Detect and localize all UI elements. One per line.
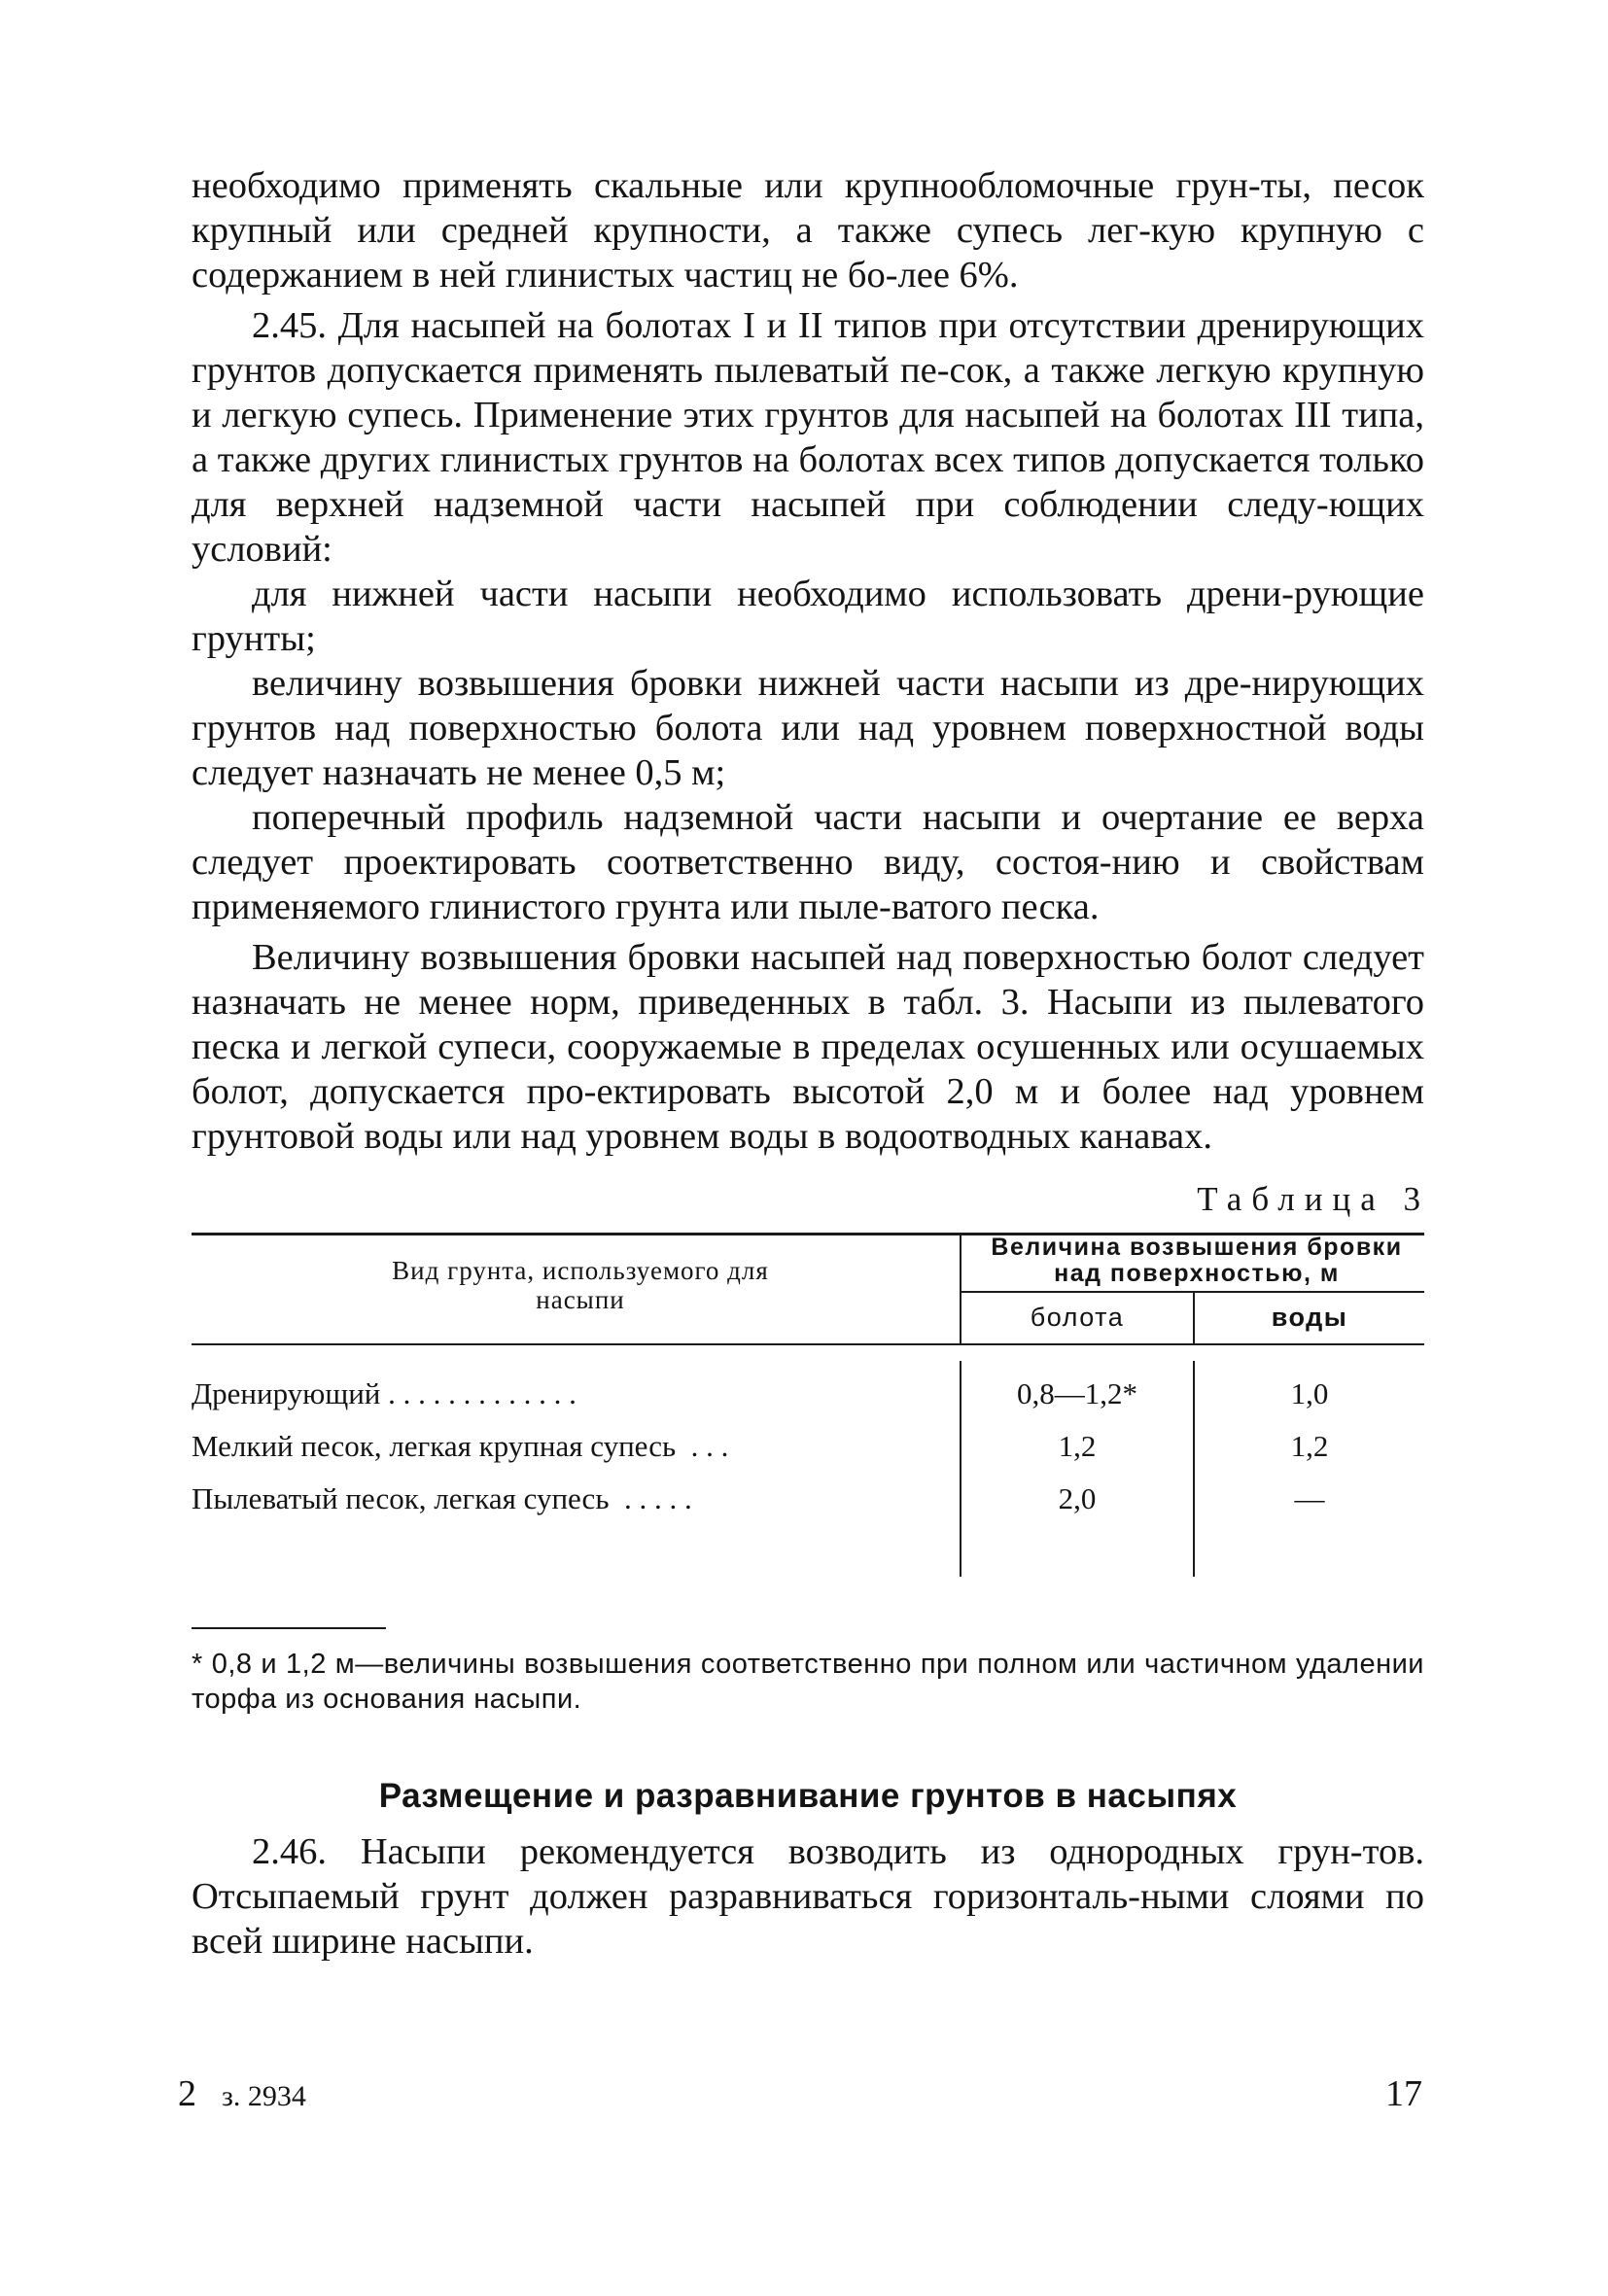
header-water: воды [1271,1303,1348,1332]
row-1-bog: 0,8—1,2* [1017,1376,1137,1410]
row-3-water: — [1294,1481,1325,1515]
condition-1: для нижней части насыпи необходимо использовать дрени-рующие грунты; [192,574,1424,659]
header-group-rule [960,1291,1424,1293]
header-soil-type: Вид грунта, используемого для насыпи [392,1256,769,1314]
row-1-soil: Дренирующий . . . . . . . . . . . . . [192,1376,577,1410]
footnote-separator [192,1627,386,1629]
row-2-soil: Мелкий песок, легкая крупная супесь . . . [192,1429,729,1463]
table-caption: Таблица 3 [1197,1180,1430,1218]
condition-3: поперечный профиль надземной части насыпи и очертание ее верха следует проектировать соответственно виду, состоя-нию и свойствам применяемого глинистого грунта или пыле-ватого песка. [192,797,1424,927]
header-bog: болота [1030,1303,1125,1332]
row-3-bog: 2,0 [1058,1481,1097,1515]
section-heading: Размещение и разравнивание грунтов в насыпях [378,1777,1238,1815]
order-number: з. 2934 [222,2080,306,2112]
paragraph-continuation: необходимо применять скальные или крупнообломочные грун-ты, песок крупный или средней крупности, а также супесь лег-кую крупную с содержанием в ней глинистых частиц не бо-лее 6%. [192,165,1424,296]
row-2-bog: 1,2 [1058,1429,1097,1463]
paragraph-embankment-height: Величину возвышения бровки насыпей над поверхностью болот следует назначать не менее норм, приведенных в табл. 3. Насыпи из пылеватого песка и легкой супеси, сооружаемые в пределах осушенных или осушаемых болот, допускается про-ектировать высотой 2,0 м и более над уровнем грунтовой воды или над уровнем воды в водоотводных канавах. [192,937,1424,1157]
header-elevation-group: Величина возвышения бровки над поверхностью, м [991,1234,1403,1287]
page-content [192,163,1430,1964]
table-3 [192,1233,1424,1581]
table-footnote: * 0,8 и 1,2 м—величины возвышения соответственно при полном или частичном удалении торфа из основания насыпи. [192,1649,1424,1715]
row-1-water: 1,0 [1290,1376,1329,1410]
page-number: 17 [1385,2073,1422,2114]
printing-signature: 2 з. 2934 [178,2073,306,2114]
row-2-water: 1,2 [1290,1429,1329,1463]
row-3-soil: Пылеватый песок, легкая супесь . . . . . [192,1481,692,1515]
table-header-rule [192,1343,1424,1345]
paragraph-2-45: 2.45. Для насыпей на болотах I и II типов при отсутствии дренирующих грунтов допускается применять пылеватый пе-сок, а также легкую крупную и легкую супесь. Применение этих грунтов для насыпей на болотах III типа, а также других глинистых грунтов на болотах всех типов допускается только для верхней надземной части насыпей при соблюдении следу-ющих условий: [192,305,1424,570]
page-footer [178,2072,1422,2121]
condition-2: величину возвышения бровки нижней части насыпи из дре-нирующих грунтов над поверхностью болота или над уровнем поверхностной воды следует назначать не менее 0,5 м; [192,663,1424,793]
paragraph-2-46: 2.46. Насыпи рекомендуется возводить из однородных грун-тов. Отсыпаемый грунт должен разравниваться горизонталь-ными слоями по всей ширине насыпи. [192,1831,1424,1962]
